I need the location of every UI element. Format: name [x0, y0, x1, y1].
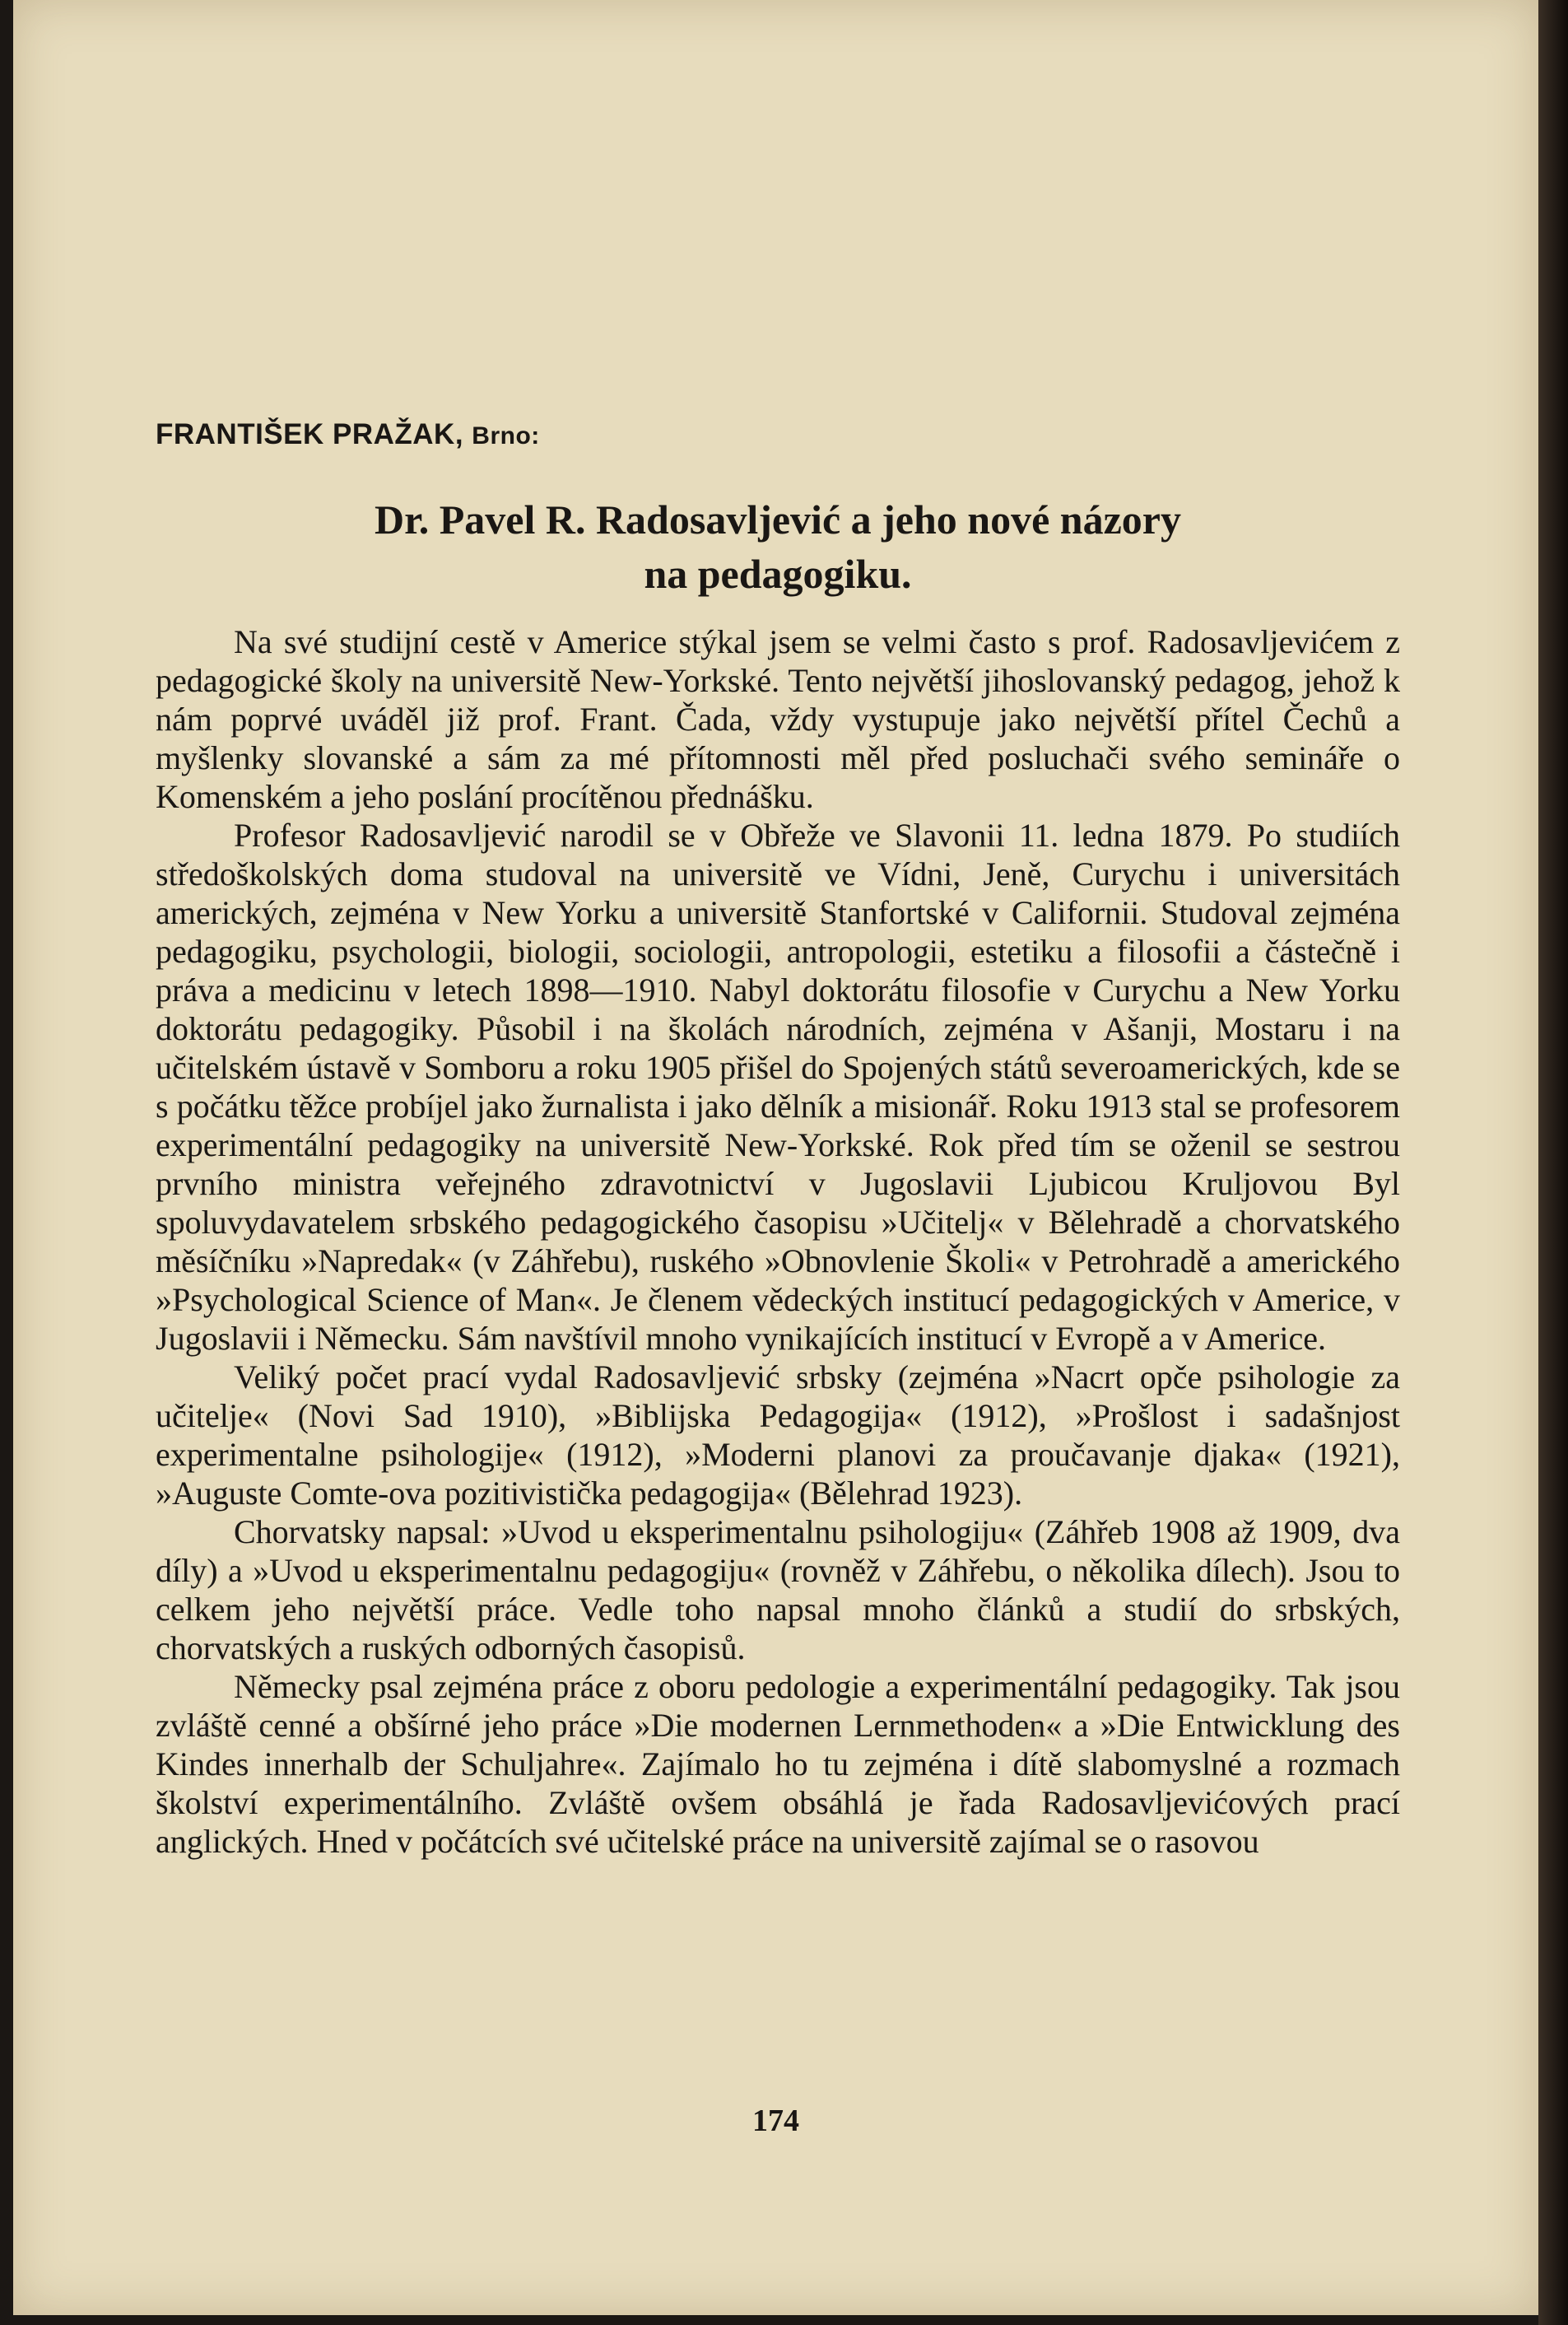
author-name: FRANTIŠEK PRAŽAK, [156, 418, 464, 450]
page-content [156, 418, 1400, 1861]
title-line-2: na pedagogiku. [644, 551, 912, 597]
page-number: 174 [752, 2104, 799, 2138]
paragraph-german-works: Německy psal zejména práce z oboru pedologie a experimentální pedagogiky. Tak jsou zvláště cenné a obšírné jeho práce »Die modernen Lernmethoden« a »Die Entwicklung des Kindes innerhalb der Schuljahre«. Zajímalo ho tu zejména i dítě slabomyslné a rozmach školství experimentálního. Zvláště ovšem obsáhlá je řada Radosavljevićových prací anglických. Hned v počátcích své učitelské práce na universitě zajímal se o rasovou [156, 1668, 1400, 1860]
paragraph-serbian-works: Veliký počet prací vydal Radosavljević srbsky (zejména »Nacrt opče psihologie za učitelje« (Novi Sad 1910), »Biblijska Pedagogija« (1912), »Prošlost i sadašnjost experimentalne psihologije« (1912), »Moderni planovi za proučavanje djaka« (1921), »Auguste Comte-ova pozitivistička pedagogija« (Bělehrad 1923). [156, 1358, 1400, 1512]
author-city: Brno: [472, 422, 540, 450]
paragraph-croatian-works: Chorvatsky napsal: »Uvod u eksperimentalnu psihologiju« (Záhřeb 1908 až 1909, dva díly) a »Uvod u eksperimentalnu pedagogiju« (rovněž v Záhřebu, o několika dílech). Jsou to celkem jeho největší práce. Vedle toho napsal mnoho článků a studií do srbských, chorvatských a ruských odborných časopisů. [156, 1513, 1400, 1666]
book-page [13, 0, 1538, 2315]
author-byline [156, 418, 1400, 451]
article-title [156, 492, 1400, 601]
binding-edge [1538, 0, 1568, 2325]
paragraph-intro: Na své studijní cestě v Americe stýkal jsem se velmi často s prof. Radosavljevićem z pedagogické školy na universitě New-Yorkské. Tento největší jihoslovanský pedagog, jehož k nám poprvé uváděl již prof. Frant. Čada, vždy vystupuje jako největší přítel Čechů a myšlenky slovanské a sám za mé přítomnosti měl před posluchači svého semináře o Komenském a jeho poslání procítěnou přednášku. [156, 623, 1400, 815]
title-line-1: Dr. Pavel R. Radosavljević a jeho nové názory [375, 496, 1181, 543]
paragraph-biography: Profesor Radosavljević narodil se v Obřeže ve Slavonii 11. ledna 1879. Po studiích středoškolských doma studoval na universitě ve Vídni, Jeně, Curychu i universitách amerických, zejména v New Yorku a universitě Stanfortské v Californii. Studoval zejména pedagogiku, psychologii, biologii, sociologii, antropologii, estetiku a filosofii a částečně i práva a medicinu v letech 1898—1910. Nabyl doktorátu filosofie v Curychu a New Yorku doktorátu pedagogiky. Působil i na školách národních, zejména v Ašanji, Mostaru i na učitelském ústavě v Somboru a roku 1905 přišel do Spojených států severoamerických, kde se s počátku těžce probíjel jako žurnalista i jako dělník a misionář. Roku 1913 stal se profesorem experimentální pedagogiky na universitě New-Yorkské. Rok před tím se oženil se sestrou prvního ministra veřejného zdravotnictví v Jugoslavii Ljubicou Kruljovou Byl spoluvydavatelem srbského pedagogického časopisu »Učitelj« v Bělehradě a chorvatského měsíčníku »Napredak« (v Záhřebu), ruského »Obnovlenie Školi« v Petrohradě a amerického »Psychological Science of Man«. Je členem vědeckých institucí pedagogických v Americe, v Jugoslavii i Německu. Sám navštívil mnoho vynikajících institucí v Evropě a v Americe. [156, 817, 1400, 1357]
